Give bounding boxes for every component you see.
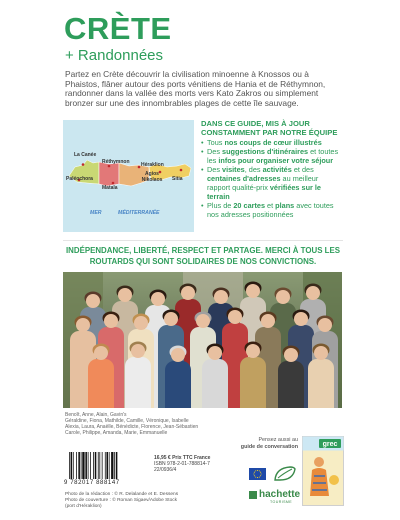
caption-line: Carole, Philippe, Amanda, Marie, Emmanuelle [65,430,168,436]
barcode-bar [85,452,87,479]
caption-line: Alexia, Laura, Anaëlle, Bénédicte, Florence, Jean-Sébastien [65,424,199,430]
city-dot [112,182,115,185]
bullet-text: , des [244,165,263,174]
map-sea-label-mer: MER [90,210,102,216]
bullet-text: avec toutes nos adresses positionnées [207,201,334,219]
crete-map [63,120,194,232]
map-label-heraklion: Héraklion [141,162,164,168]
intro-paragraph: Partez en Crète découvrir la civilisation minoenne à Knossos ou à Phaistos, flâner autour des ports vénitiens de Hania et de Réthymnon, randonner dans la vallée des morts vers Kato Zakros ou simplement bronzer sur une des innombrables plages de cette île sauvage. [65,69,326,108]
bullet-text: Des [207,147,223,156]
barcode-bar [99,452,100,479]
caption-line: Benoît, Anne, Alain, Gavin's [65,412,127,418]
barcode-bar [73,452,74,479]
barcode-bar [71,452,73,479]
barcode-bar [98,452,99,479]
bullet-text-bold: infos pour organiser votre séjour [218,156,334,165]
bullet-text: Plus de [207,201,234,210]
price: 16,95 € Prix TTC France [154,455,211,461]
bullet-text-bold: visites [222,165,245,174]
conversation-guide-promo [214,437,298,451]
barcode-number: 9 782017 888147 [64,480,120,486]
isbn-barcode [67,452,137,479]
bullet-text: au meilleur rapport qualité-prix [207,174,319,192]
city-dot [82,163,85,166]
map-label-sitia: Sitia [172,176,183,182]
price-block [154,455,210,473]
barcode-bar [102,452,103,479]
eco-leaf-icon [272,465,298,483]
bullet-text-bold: 20 cartes [233,201,266,210]
bullet-text-bold: suggestions d'itinéraires [222,147,309,156]
map-label-rethymnon: Réthymnon [102,159,130,165]
promo-line-bold: guide de conversation [240,444,298,450]
bullet-text-bold: activités [262,165,292,174]
barcode-bar [114,452,115,479]
booklet-label: grec [322,441,338,448]
credit-line: Photo de couverture : © Roman Sigaev/Adobe Stock [65,497,178,503]
map-label-agios-nikolaos: Agios Nikolaos [141,171,163,183]
publisher-division: TOURISME [270,500,293,504]
barcode-bar [105,452,106,479]
credit-line: Photo de la rédaction : © R. Delalande et E. Dessens [65,492,179,497]
guide-heading: DANS CE GUIDE, MIS À JOUR CONSTAMMENT PAR NOTRE ÉQUIPE [201,119,338,137]
bullet-text: et des [291,165,314,174]
barcode-bar [81,452,82,479]
hachette-logo-icon [249,491,257,499]
barcode-bar [93,452,94,479]
book-subtitle: + Randonnées [65,47,163,64]
barcode-bar [106,452,108,479]
bullet-text-bold: vérifiées sur le terrain [207,183,321,201]
bullet-text: Des [207,165,223,174]
figure-head [314,457,324,467]
bullet-text-bold: nos coups de cœur illustrés [224,138,322,147]
barcode-bar [78,452,80,479]
map-label-matala: Matala [102,185,118,191]
photo-credits [65,492,245,509]
bullet-text: et toutes les [207,147,339,165]
barcode-bar [88,452,89,479]
bullet-text-bold: centaines d'adresses [207,174,281,183]
promo-line: Pensez aussi au [258,437,298,443]
guide-bullet-list [201,138,343,219]
book-title: CRÈTE [64,11,172,46]
city-dot [180,169,183,172]
bullet-text: Tous [207,138,225,147]
guide-bullet [201,138,343,147]
barcode-bar [82,452,84,479]
team-photo [63,272,342,408]
guide-features-box [201,119,343,219]
barcode-bar [76,452,77,479]
guide-bullet [201,147,343,165]
conversation-booklet-cover [302,436,344,506]
barcode-bar [109,452,110,479]
bullet-text: et [265,201,276,210]
guide-bullet [201,201,343,219]
bullet-text-bold: plans [275,201,295,210]
map-sea-label-mediterranee: MÉDITERRANÉE [118,210,160,216]
sun-icon [329,475,339,485]
credit-line: (port d'Héraklion) [65,503,102,509]
divider [63,240,343,241]
caption-line: Géraldine, Fiona, Mathilde, Camille, Véronique, Isabelle [65,418,189,424]
team-caption [65,412,265,436]
isbn: ISBN 978-2-01-788814-7 [154,461,210,467]
barcode-bar [116,452,118,479]
barcode-bar [69,452,70,479]
eu-flag-icon [249,468,266,480]
city-dot [138,166,141,169]
edition-code: 22/0936/4 [154,467,177,473]
barcode-bar [95,452,97,479]
motto-statement: INDÉPENDANCE, LIBERTÉ, RESPECT ET PARTAGE. MERCI À TOUS LES ROUTARDS QUI SONT SOLIDAIRES DE NOS CONVICTIONS. [65,246,340,266]
publisher-name: hachette [259,489,301,500]
figure-body [310,468,329,496]
team-photo-image [63,272,342,408]
map-label-paleochora: Paléochora [66,176,93,182]
barcode-bar [90,452,91,479]
map-label-la-canee: La Canée [74,152,97,158]
barcode-bar [111,452,113,479]
guide-bullet [201,165,343,201]
